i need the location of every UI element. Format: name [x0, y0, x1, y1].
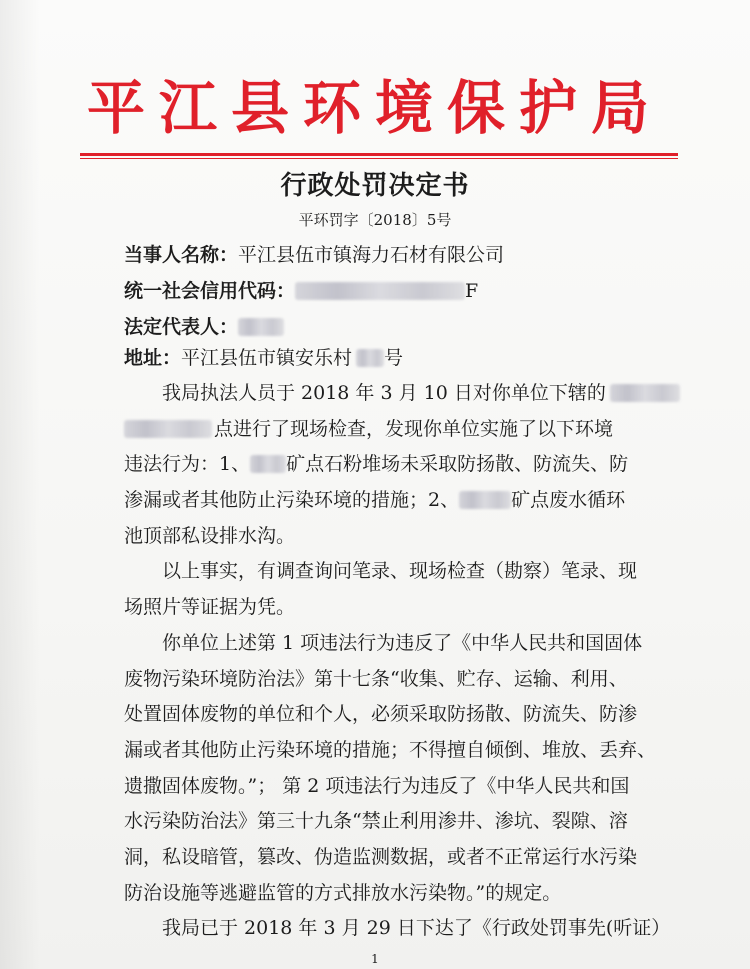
red-divider-thick [80, 153, 678, 156]
address-label: 地址： [124, 347, 182, 369]
body-text-span: 我局执法人员于 2018 年 3 月 10 日对你单位下辖的 [162, 382, 606, 404]
party-name-value: 平江县伍市镇海力石材有限公司 [238, 244, 505, 266]
body-line [124, 876, 654, 912]
body-text-span: 我局已于 2018 年 3 月 29 日下达了《行政处罚事先(听证） [162, 917, 671, 940]
redacted-site-name [124, 420, 212, 438]
body-text-span: 违法行为：1、 [124, 453, 251, 476]
body-line [124, 590, 654, 626]
document-title: 行政处罚决定书 [280, 171, 470, 201]
credit-code-tail: F [465, 280, 479, 302]
party-name-label: 当事人名称： [124, 244, 239, 266]
body-line [124, 519, 654, 555]
redacted-credit-code [295, 282, 465, 300]
body-line [124, 412, 654, 448]
body-line [124, 733, 657, 769]
body-text-span: 废物污染环境防治法》第十七条“收集、贮存、运输、利用、 [124, 667, 628, 690]
body-line [124, 911, 671, 947]
body-text-span: 处置固体废物的单位和个人，必须采取防扬散、防流失、防渗 [124, 703, 638, 726]
body-line [124, 697, 654, 733]
body-line [124, 483, 654, 519]
body-line [124, 554, 654, 590]
redacted-house-number [356, 349, 384, 367]
body-line [124, 840, 654, 876]
body-text-span: 你单位上述第 1 项违法行为违反了《中华人民共和国固体 [162, 631, 643, 654]
document-number: 平环罚字〔2018〕5号 [298, 211, 452, 229]
body-text-span: 池顶部私设排水沟。 [124, 524, 296, 547]
body-text-span: 以上事实，有调查询问笔录、现场检查（勘察）笔录、现 [162, 560, 638, 583]
body-text-span: 矿点废水循环 [511, 489, 626, 512]
body-text-span: 矿点石粉堆场未采取防扬散、防流失、防 [286, 453, 629, 476]
redacted-site-name [459, 491, 511, 509]
body-text-span: 点进行了现场检查，发现你单位实施了以下环境 [214, 417, 614, 440]
party-name-row [124, 240, 504, 270]
body-line [124, 804, 654, 840]
body-text-span: 遗撒固体废物。”； 第 2 项违法行为违反了《中华人民共和国 [124, 774, 630, 797]
redacted-legal-rep [238, 318, 284, 336]
page-number: 1 [371, 952, 379, 966]
body-line [124, 626, 654, 662]
red-divider-thin [80, 158, 678, 159]
decision-body [124, 376, 671, 947]
body-line [124, 376, 654, 412]
credit-code-label: 统一社会信用代码： [124, 280, 296, 302]
body-text-span: 渗漏或者其他防止污染环境的措施；2、 [124, 489, 460, 512]
body-line [124, 662, 654, 698]
address-tail: 号 [384, 347, 404, 369]
address-row [124, 343, 403, 373]
legal-rep-row [124, 312, 284, 342]
body-line [124, 447, 654, 483]
body-text-span: 漏或者其他防止污染环境的措施；不得擅自倾倒、堆放、丢弃、 [124, 738, 657, 761]
redacted-site-name [250, 455, 286, 473]
body-text-span: 水污染防治法》第三十九条“禁止利用渗井、渗坑、裂隙、溶 [124, 810, 628, 833]
body-line [124, 769, 654, 805]
body-text-span: 防治设施等逃避监管的方式排放水污染物。”的规定。 [124, 881, 562, 904]
redacted-site-name [610, 384, 680, 402]
credit-code-row [124, 276, 478, 306]
body-text-span: 场照片等证据为凭。 [124, 596, 296, 619]
org-name-header: 平江县环境保护局 [86, 74, 663, 142]
address-value: 平江县伍市镇安乐村 [181, 347, 353, 369]
body-text-span: 洞，私设暗管，篡改、伪造监测数据，或者不正常运行水污染 [124, 845, 638, 868]
legal-rep-label: 法定代表人： [124, 316, 239, 338]
